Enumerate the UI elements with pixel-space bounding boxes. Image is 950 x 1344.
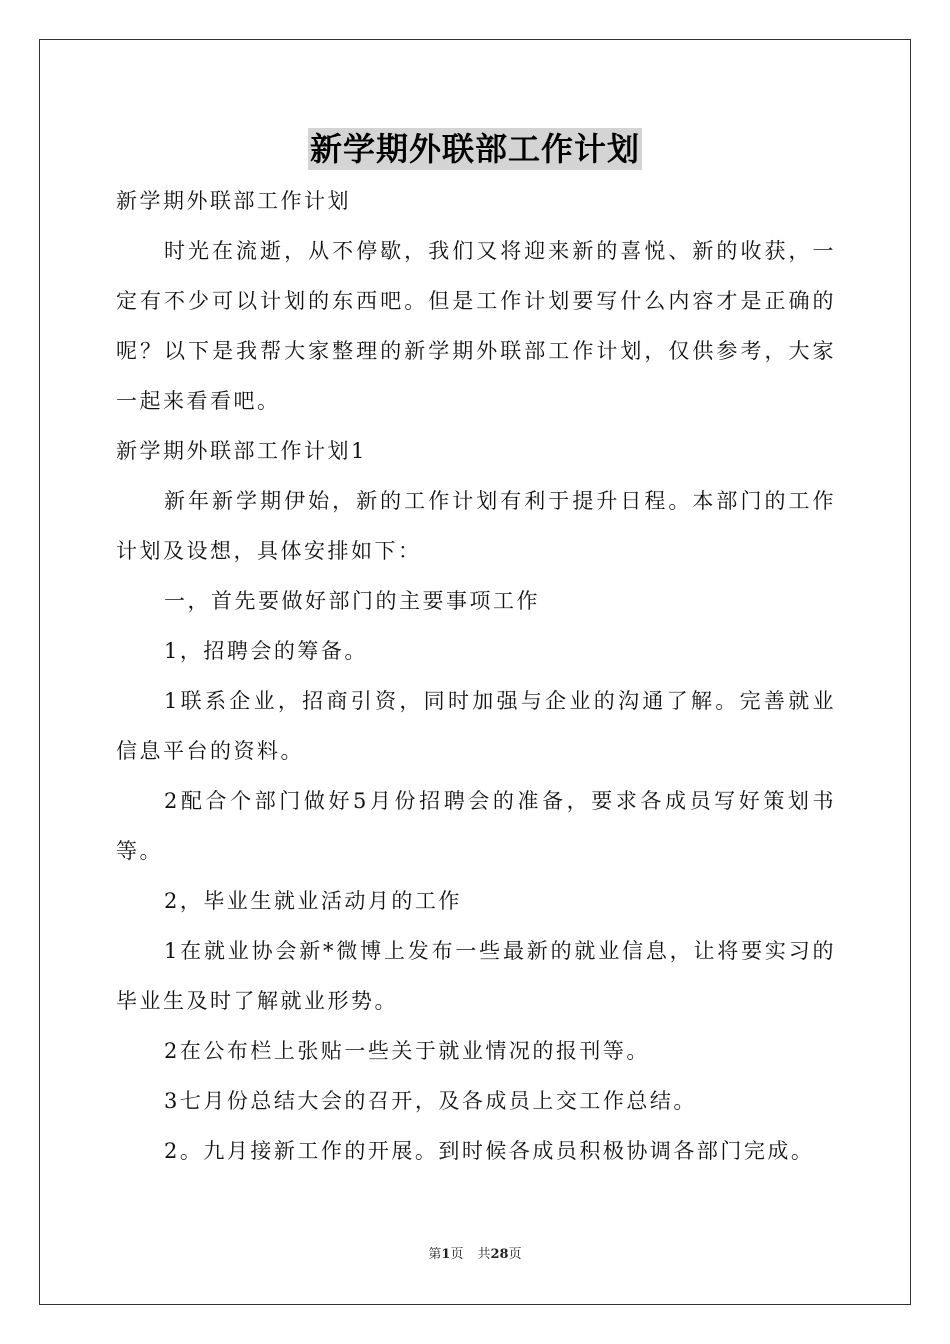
section-heading: 新学期外联部工作计划1 xyxy=(116,439,367,463)
paragraph: 2，毕业生就业活动月的工作 xyxy=(164,889,462,913)
intro-paragraph: 时光在流逝，从不停歇，我们又将迎来新的喜悦、新的收获，一定有不少可以计划的东西吧。但是工作计划要写什么内容才是正确的呢？以下是我帮大家整理的新学期外联部工作计划，仅供参考，大家一起来看看吧。 xyxy=(116,239,836,413)
document-title: 新学期外联部工作计划 xyxy=(309,130,640,168)
paragraph: 3七月份总结大会的召开，及各成员上交工作总结。 xyxy=(164,1089,697,1113)
paragraph: 2。九月接新工作的开展。到时候各成员积极协调各部门完成。 xyxy=(164,1139,815,1163)
paragraph: 1联系企业，招商引资，同时加强与企业的沟通了解。完善就业信息平台的资料。 xyxy=(116,689,836,763)
page-footer xyxy=(0,1246,950,1264)
document-body xyxy=(116,176,836,1176)
paragraph: 1在就业协会新*微博上发布一些最新的就业信息，让将要实习的毕业生及时了解就业形势。 xyxy=(116,939,836,1013)
page-total: 28 xyxy=(490,1247,509,1262)
total-prefix: 共 xyxy=(477,1247,491,1262)
paragraph: 2配合个部门做好5月份招聘会的准备，要求各成员写好策划书等。 xyxy=(116,789,836,863)
page-current: 1 xyxy=(441,1247,451,1262)
document-subtitle: 新学期外联部工作计划 xyxy=(116,189,351,213)
total-suffix: 页 xyxy=(508,1247,522,1262)
title-wrap xyxy=(0,128,950,170)
page-suffix: 页 xyxy=(450,1247,464,1262)
paragraph: 新年新学期伊始，新的工作计划有利于提升日程。本部门的工作计划及设想，具体安排如下： xyxy=(116,489,836,563)
paragraph: 1，招聘会的筹备。 xyxy=(164,639,368,663)
paragraph: 一，首先要做好部门的主要事项工作 xyxy=(164,589,540,613)
paragraph: 2在公布栏上张贴一些关于就业情况的报刊等。 xyxy=(164,1039,650,1063)
page-prefix: 第 xyxy=(428,1247,442,1262)
